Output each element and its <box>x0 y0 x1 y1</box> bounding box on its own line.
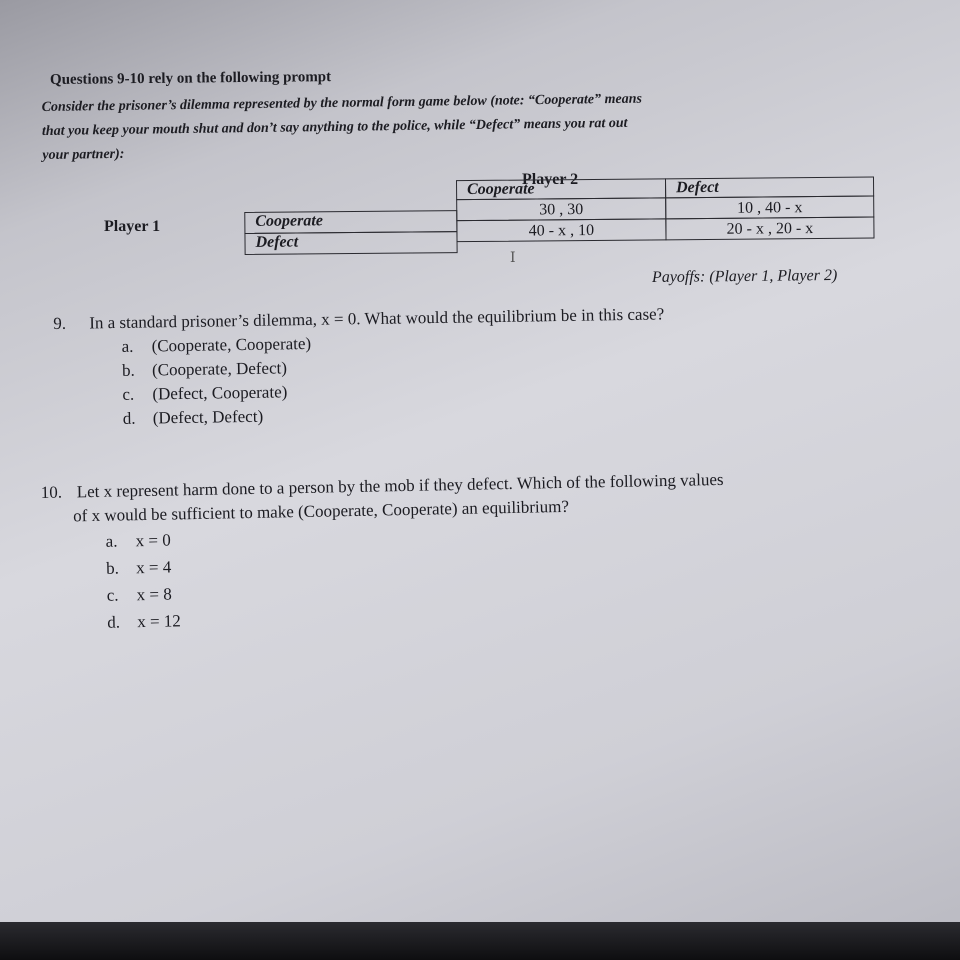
option-letter: c. <box>106 585 119 605</box>
section-heading: Questions 9-10 rely on the following prompt <box>49 69 332 88</box>
payoff-defect-defect: 20 - x , 20 - x <box>665 217 874 241</box>
question-9-number: 9. <box>53 313 67 334</box>
question-9 <box>53 302 666 432</box>
option-letter: d. <box>107 612 121 632</box>
question-10-text-line-2: of x would be sufficient to make (Cooperate, Cooperate) an equilibrium? <box>72 496 570 526</box>
player-2-label: Player 2 <box>522 171 579 188</box>
option-letter: b. <box>106 558 120 578</box>
option-letter: a. <box>105 531 118 551</box>
column-header-cooperate: Cooperate <box>456 178 666 200</box>
monitor-bezel <box>0 922 960 960</box>
option-text: x = 8 <box>136 584 172 605</box>
option-text: (Defect, Cooperate) <box>152 382 288 404</box>
row-header-cooperate: Cooperate <box>244 210 457 234</box>
question-10 <box>41 465 904 637</box>
prompt-line-1: Consider the prisoner’s dilemma represented by the normal form game below (note: “Cooperate” means <box>41 91 643 116</box>
option-letter: c. <box>122 384 135 404</box>
option-letter: a. <box>121 336 134 356</box>
prompt-line-2: that you keep your mouth shut and don’t say anything to the police, while “Defect” means you rat out <box>41 115 628 139</box>
payoff-defect-cooperate: 40 - x , 10 <box>456 218 666 242</box>
question-9-text: In a standard prisoner’s dilemma, x = 0. What would the equilibrium be in this case? <box>89 304 665 333</box>
prompt-text <box>41 85 852 168</box>
question-10-number: 10. <box>40 482 63 503</box>
option-text: (Cooperate, Cooperate) <box>151 333 312 356</box>
question-10-text-line-1: Let x represent harm done to a person by the mob if they defect. Which of the following values <box>76 469 724 502</box>
option-text: (Defect, Defect) <box>152 406 264 428</box>
payoff-cooperate-cooperate: 30 , 30 <box>456 197 666 221</box>
option-letter: b. <box>121 360 135 380</box>
column-header-defect: Defect <box>665 177 874 199</box>
option-text: (Cooperate, Defect) <box>151 358 288 380</box>
option-letter: d. <box>122 408 136 428</box>
payoff-cooperate-defect: 10 , 40 - x <box>665 196 874 220</box>
player-1-label: Player 1 <box>104 218 161 235</box>
row-header-defect: Defect <box>244 231 457 255</box>
text-cursor-icon: Ⅰ <box>510 251 516 266</box>
prompt-line-3: your partner): <box>42 146 125 163</box>
option-text: x = 4 <box>136 557 172 578</box>
payoff-matrix <box>244 177 875 256</box>
option-text: x = 0 <box>135 530 171 551</box>
option-text: x = 12 <box>137 611 181 632</box>
payoffs-note: Payoffs: (Player 1, Player 2) <box>651 267 838 286</box>
